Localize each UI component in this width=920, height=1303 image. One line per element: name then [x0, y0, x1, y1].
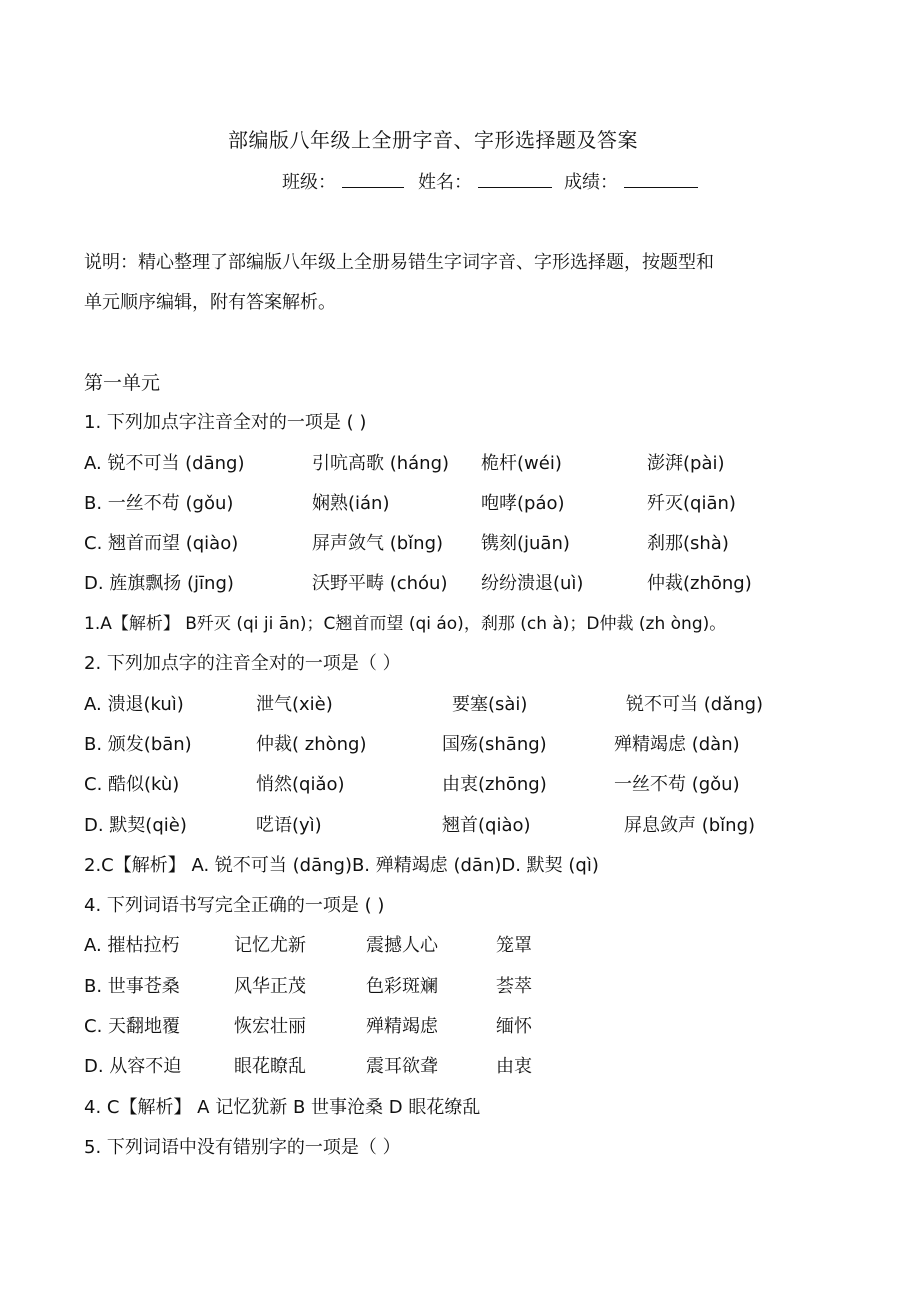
option-cell: 荟萃	[496, 976, 532, 997]
option-cell: 刹那(shà)	[647, 533, 729, 554]
option-cell: 恢宏壮丽	[234, 1016, 306, 1037]
option-cell: 翘首(qiào)	[442, 815, 531, 836]
option-cell: 殚精竭虑	[366, 1016, 438, 1037]
option-cell: 桅杆(wéi)	[481, 453, 562, 474]
option-cell: D. 从容不迫	[84, 1056, 182, 1077]
option-cell: 记忆尤新	[234, 935, 306, 956]
option-cell: 要塞(sài)	[452, 694, 528, 715]
option-cell: B. 颁发(bān)	[84, 734, 192, 755]
option-cell: 锐不可当 (dǎng)	[626, 694, 764, 715]
option-cell: C. 天翻地覆	[84, 1016, 181, 1037]
option-cell: 风华正茂	[234, 976, 306, 997]
description-line-1: 说明：精心整理了部编版八年级上全册易错生字词字音、字形选择题，按题型和	[84, 252, 714, 273]
option-cell: C. 酷似(kù)	[84, 774, 180, 795]
option-cell: 纷纷溃退(uì)	[481, 573, 584, 594]
option-cell: 澎湃(pài)	[647, 453, 725, 474]
option-cell: 沃野平畴 (chóu)	[312, 573, 448, 594]
score-label: 成绩：	[564, 172, 618, 193]
option-cell: D. 旌旗飘扬 (jīng)	[84, 573, 234, 594]
name-blank[interactable]	[478, 171, 552, 188]
option-cell: 咆哮(páo)	[481, 493, 565, 514]
option-cell: 由衷(zhōng)	[442, 774, 547, 795]
student-info-line	[282, 168, 698, 194]
option-cell: A. 摧枯拉朽	[84, 935, 180, 956]
document-page: 部编版八年级上全册字音、字形选择题及答案 班级： 姓名： 成绩： 说明：精心整理了部编版八年级上全册易错生字词字音、字形选择题，按题型和 单元顺序编辑，附有答案解析。 第一单元 1. 下列加点字注音全对的一项是 ( ) A. 锐不可当 (dāng) 引吭高歌 (háng) 桅杆(wéi) 澎湃(pài) B. 一丝不苟 (gǒu) 娴熟(ián) 咆哮(páo) 歼灭(qiān) C. 翘首而望 (qiào) 屏声敛气 (bǐng) 镌刻(juān) 刹那(shà) D. 旌旗飘扬 (jīng) 沃野平畴 (chóu) 纷纷溃退(uì) 仲裁(zhōng) 1.A【解析】 B歼灭 (qi ji ān)；C翘首而望 (qi áo)，刹那 (ch à)；D仲裁 (zh òng)。 2. 下列加点字的注音全对的一项是（ ） A. 溃退(kuì) 泄气(xiè) 要塞(sài) 锐不可当 (dǎng) B. 颁发(bān) 仲裁( zhòng) 国殇(shāng) 殚精竭虑 (dàn) C. 酷似(kù) 悄然(qiǎo) 由衷(zhōng) 一丝不苟 (gǒu) D. 默契(qiè) 呓语(yì) 翘首(qiào) 屏息敛声 (bǐng) 2.C【解析】 A. 锐不可当 (dāng)B. 殚精竭虑 (dān)D. 默契 (qì) 4. 下列词语书写完全正确的一项是 ( ) A. 摧枯拉朽 记忆尤新 震撼人心 笼罩 B. 世事苍桑 风华正茂 色彩斑斓 荟萃 C. 天翻地覆 恢宏壮丽 殚精竭虑 缅怀 D. 从容不迫 眼花瞭乱 震耳欲聋 由衷 4. C【解析】 A 记忆犹新 B 世事沧桑 D 眼花缭乱 5. 下列词语中没有错别字的一项是（ ）	[0, 0, 920, 1303]
option-cell: A. 锐不可当 (dāng)	[84, 453, 245, 474]
option-cell: 眼花瞭乱	[234, 1056, 306, 1077]
option-cell: 屏息敛声 (bǐng)	[624, 815, 756, 836]
option-cell: 引吭高歌 (háng)	[312, 453, 450, 474]
option-cell: B. 一丝不苟 (gǒu)	[84, 493, 234, 514]
option-cell: 呓语(yì)	[256, 815, 322, 836]
option-cell: 震撼人心	[366, 935, 438, 956]
option-cell: C. 翘首而望 (qiào)	[84, 533, 239, 554]
option-cell: 国殇(shāng)	[442, 734, 547, 755]
option-cell: 歼灭(qiān)	[647, 493, 736, 514]
option-cell: 一丝不苟 (gǒu)	[614, 774, 740, 795]
option-cell: 仲裁(zhōng)	[647, 573, 752, 594]
description-line-2: 单元顺序编辑，附有答案解析。	[84, 292, 336, 313]
option-cell: 震耳欲聋	[366, 1056, 438, 1077]
option-cell: A. 溃退(kuì)	[84, 694, 184, 715]
name-label: 姓名：	[418, 172, 472, 193]
option-cell: 屏声敛气 (bǐng)	[312, 533, 444, 554]
score-blank[interactable]	[624, 171, 698, 188]
unit-heading: 第一单元	[84, 372, 161, 394]
option-cell: 镌刻(juān)	[481, 533, 570, 554]
option-cell: 笼罩	[496, 935, 532, 956]
option-cell: 娴熟(ián)	[312, 493, 390, 514]
option-cell: 缅怀	[496, 1016, 532, 1037]
option-cell: 仲裁( zhòng)	[256, 734, 367, 755]
option-cell: D. 默契(qiè)	[84, 815, 187, 836]
option-cell: 悄然(qiǎo)	[256, 774, 345, 795]
option-cell: 泄气(xiè)	[256, 694, 333, 715]
class-label: 班级：	[282, 172, 336, 193]
class-blank[interactable]	[342, 171, 404, 188]
option-cell: 殚精竭虑 (dàn)	[614, 734, 740, 755]
option-cell: B. 世事苍桑	[84, 976, 180, 997]
option-cell: 由衷	[496, 1056, 532, 1077]
option-cell: 色彩斑斓	[366, 976, 438, 997]
document-title: 部编版八年级上全册字音、字形选择题及答案	[228, 128, 638, 152]
